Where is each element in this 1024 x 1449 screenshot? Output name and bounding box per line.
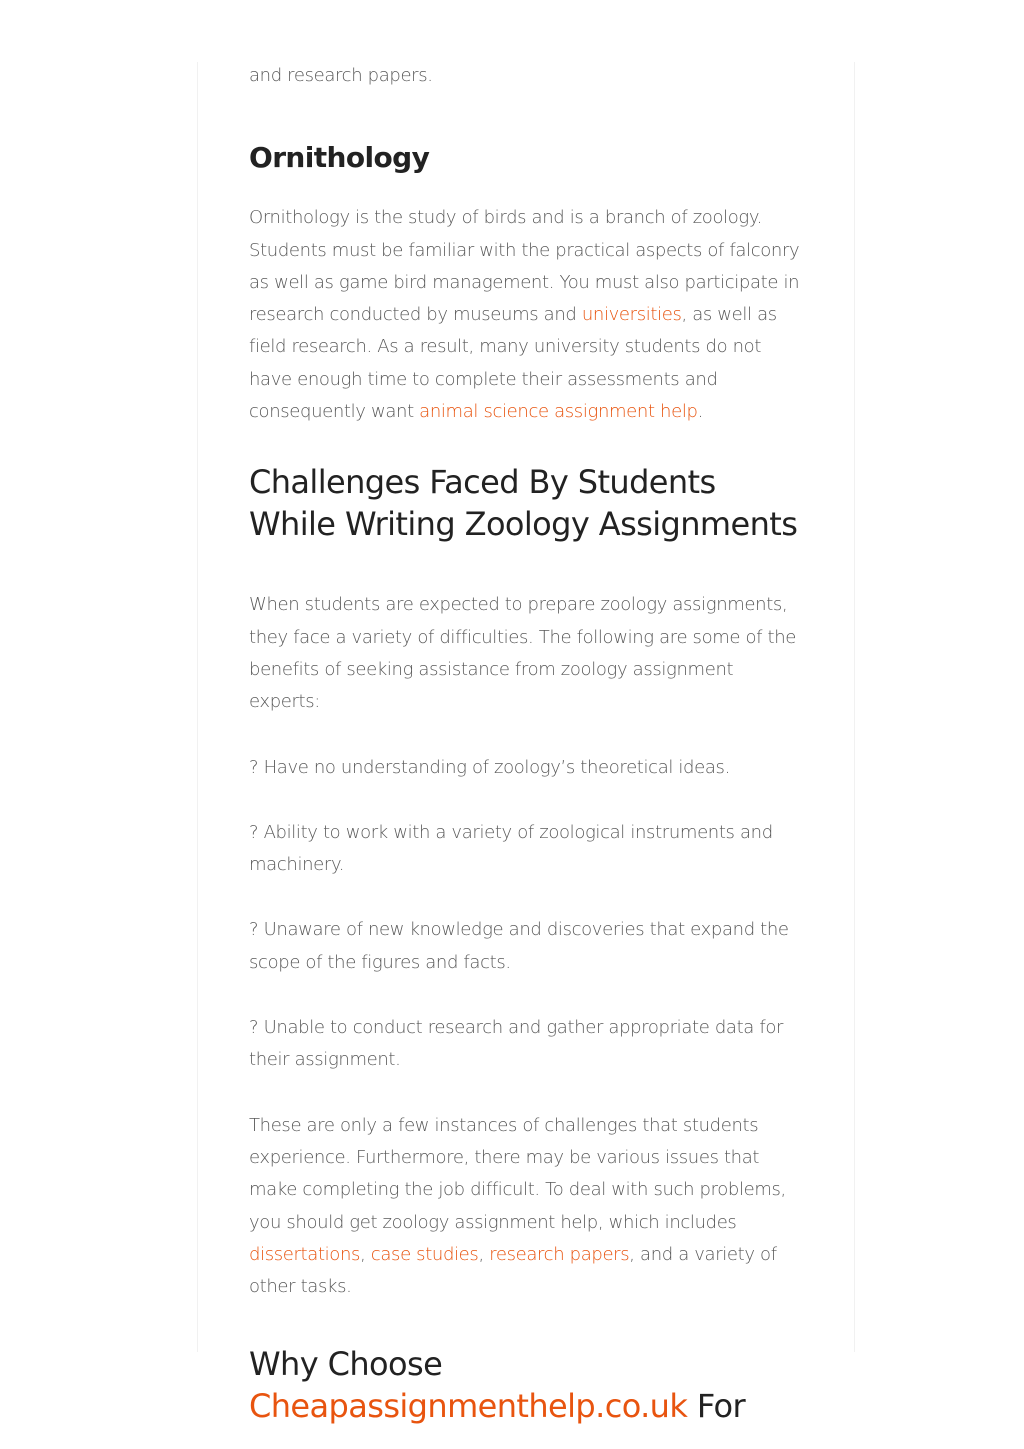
- why-choose-prefix: Why Choose: [249, 1345, 443, 1384]
- link-animal-science-assignment-help[interactable]: animal science assignment help: [419, 401, 698, 423]
- closing-text-2: , and a variety of other tasks.: [249, 1243, 777, 1298]
- why-choose-suffix: For: [687, 1387, 746, 1426]
- challenge-item: ? Ability to work with a variety of zoological instruments and machinery.: [249, 821, 773, 876]
- brand-link[interactable]: Cheapassignmenthelp.co.uk: [249, 1387, 688, 1426]
- article-content: [249, 60, 805, 1427]
- link-universities[interactable]: universities: [581, 304, 682, 326]
- closing-separator: ,: [478, 1243, 490, 1265]
- ornithology-text-2: , as well as field research. As a result, many university students do not have enough time to complete their assessments and consequently want: [249, 304, 777, 423]
- link-dissertations[interactable]: dissertations: [249, 1243, 361, 1265]
- ornithology-heading: Ornithology: [249, 141, 430, 175]
- challenge-item: ? Unable to conduct research and gather appropriate data for their assignment.: [249, 1017, 784, 1071]
- challenge-item: ? Unaware of new knowledge and discoveries that expand the scope of the figures and facts.: [249, 919, 789, 973]
- challenges-closing: [249, 1110, 805, 1304]
- intro-fragment: and research papers.: [249, 65, 433, 86]
- why-choose-heading: [249, 1343, 805, 1427]
- ornithology-text-3: .: [697, 401, 703, 423]
- ornithology-paragraph: [249, 202, 805, 428]
- link-research-papers[interactable]: research papers: [489, 1243, 630, 1265]
- challenges-intro: When students are expected to prepare zoology assignments, they face a variety of difficulties. The following are some of the benefits of seeking assistance from zoology assignment experts:: [249, 594, 797, 713]
- challenges-heading: Challenges Faced By Students While Writing Zoology Assignments: [249, 463, 798, 544]
- challenge-item: ? Have no understanding of zoology’s theoretical ideas.: [249, 756, 730, 778]
- link-case-studies[interactable]: case studies: [370, 1243, 479, 1265]
- closing-separator: ,: [360, 1243, 371, 1265]
- closing-text-1: These are only a few instances of challenges that students experience. Furthermore, there may be various issues that make completing the job difficult. To deal with such problems, you should get zoology assignment help, which includes: [249, 1114, 786, 1233]
- ornithology-text-1: Ornithology is the study of birds and is a branch of zoology. Students must be familiar with the practical aspects of falconry as well as game bird management. You must also participate in research conducted by museums and: [249, 207, 800, 326]
